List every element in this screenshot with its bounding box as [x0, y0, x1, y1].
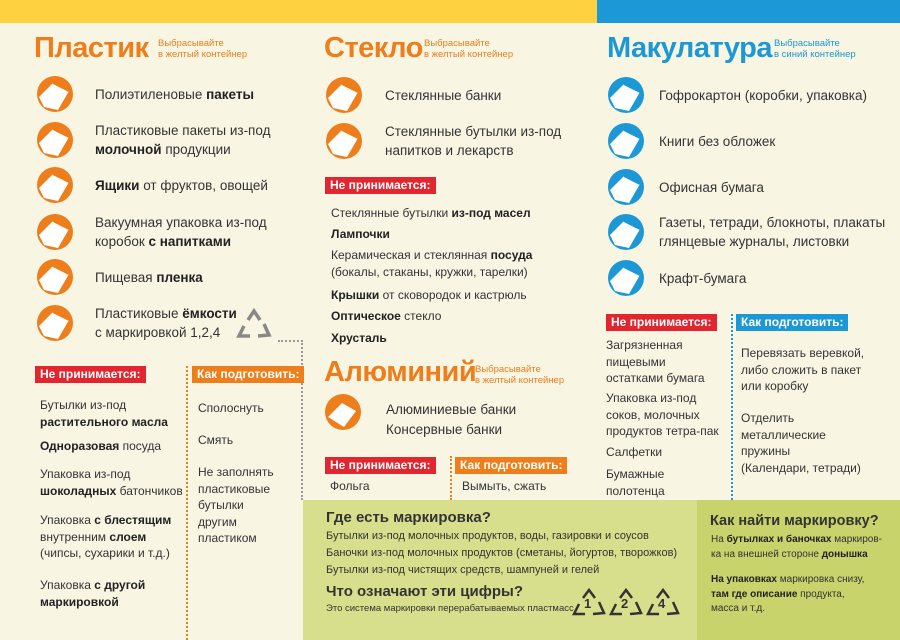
text-line: (Календари, тетради) — [741, 460, 861, 475]
plastic-item — [95, 213, 267, 251]
text-segment: Крафт-бумага — [659, 270, 747, 286]
bold-text: Одноразовая — [40, 439, 120, 453]
text-line — [40, 512, 171, 529]
text-segment: масса и т.д. — [711, 603, 766, 614]
newspaper-icon — [607, 213, 645, 251]
text-segment: продукции — [161, 142, 231, 157]
text-segment: Пластиковые пакеты из-под — [95, 123, 271, 138]
text-segment: глянцевые журналы, листовки — [659, 234, 850, 249]
bold-text: Ящики — [95, 177, 140, 193]
text-line: Бумажные — [606, 467, 665, 481]
aluminum-prepare-label: Как подготовить: — [455, 457, 567, 474]
text-segment: Упаковка — [40, 513, 95, 527]
text-line: Перевязать веревкой, — [741, 346, 865, 360]
list-item — [606, 337, 705, 387]
text-line — [95, 176, 268, 195]
film-roll-icon — [36, 258, 74, 296]
text-line: Упаковка из-под — [606, 391, 697, 405]
bottle-icon — [36, 304, 74, 342]
book-icon — [607, 122, 645, 160]
subtitle-line: Выбрасывайте — [424, 38, 490, 49]
crate-icon — [36, 166, 74, 204]
bold-text: там где описание — [711, 588, 798, 600]
text-segment: Гофрокартон (коробки, упаковка) — [659, 87, 867, 103]
text-line — [659, 132, 775, 151]
text-segment: Пластиковые — [95, 306, 183, 321]
prepare-line: Не заполнять — [198, 465, 274, 479]
bold-text: слоем — [109, 529, 147, 544]
text-line — [95, 268, 203, 287]
bold-text: маркировкой — [40, 594, 119, 609]
aluminum-not-accepted-label: Не принимается: — [325, 457, 436, 474]
can-icon — [324, 393, 362, 431]
text-line: Загрязненная — [606, 338, 683, 352]
recycle-code-1-icon — [572, 588, 606, 622]
glass-item — [385, 122, 561, 160]
text-line — [40, 438, 161, 455]
top-bar-blue — [597, 0, 900, 23]
text-segment: Пищевая — [95, 269, 157, 285]
prepare-line: другим — [198, 514, 237, 529]
text-line: соков, молочных — [606, 407, 700, 422]
numbers-text: Это система маркировки перерабатываемых пластмасс — [326, 603, 574, 614]
paper-subtitle — [774, 38, 856, 60]
bold-text: шоколадных — [40, 483, 117, 498]
text-line — [659, 269, 746, 288]
list-item — [331, 205, 531, 222]
vacuum-pack-icon — [36, 213, 74, 251]
text-line — [711, 573, 864, 588]
glass-jar-icon — [325, 76, 363, 114]
glass-item — [385, 86, 501, 105]
paper-prepare-label: Как подготовить: — [736, 314, 848, 331]
text-line — [331, 226, 390, 243]
prepare-line: пластиковые — [198, 481, 271, 496]
bold-text: Лампочки — [331, 227, 390, 241]
text-line — [385, 122, 561, 141]
bold-text: Хрусталь — [331, 331, 387, 345]
text-line — [385, 86, 501, 105]
text-segment: посуда — [119, 439, 162, 453]
text-segment: Книги без обложек — [659, 133, 776, 149]
text-line — [659, 232, 885, 251]
text-segment: Упаковка из-под — [40, 467, 131, 481]
recycle-code-number: 2 — [621, 596, 629, 611]
text-line: или коробку — [741, 379, 809, 393]
bold-text: с другой — [94, 578, 146, 592]
text-line — [40, 483, 183, 500]
prepare-item: Смять — [198, 433, 234, 447]
divider — [186, 366, 188, 640]
subtitle-line: в желтый контейнер — [158, 49, 248, 60]
list-item — [40, 512, 171, 562]
prepare-line: бутылки — [198, 498, 244, 512]
text-line: либо сложить в пакет — [741, 362, 862, 377]
aluminum-subtitle — [475, 364, 564, 386]
text-segment: ка на внешней стороне — [711, 548, 822, 560]
list-item — [741, 410, 861, 476]
plastic-item — [95, 268, 203, 287]
text-segment: маркировка снизу, — [776, 574, 865, 585]
text-segment: от фруктов, овощей — [139, 177, 268, 193]
prepare-item — [198, 464, 274, 547]
paper-item — [659, 86, 867, 105]
text-segment: Офисная бумага — [659, 179, 764, 195]
glass-bottle-icon — [325, 122, 363, 160]
aluminum-title: Алюминий — [324, 356, 477, 388]
text-segment: от сковородок и кастрюль — [379, 288, 527, 302]
milk-pack-icon — [36, 121, 74, 159]
subtitle-line: в желтый контейнер — [424, 49, 514, 60]
text-line: продуктов тетра-пак — [606, 424, 719, 438]
bold-text: На упаковках — [711, 574, 777, 585]
plastic-item — [95, 304, 237, 342]
bold-text: посуда — [490, 248, 533, 262]
plastic-prepare-label: Как подготовить: — [192, 366, 304, 383]
text-segment: Полиэтиленовые — [95, 86, 207, 102]
text-line — [40, 529, 171, 546]
text-line: остатками бумага — [606, 371, 705, 385]
text-line — [711, 602, 864, 617]
recycle-code-4-icon — [646, 588, 680, 622]
text-segment: коробок — [95, 234, 149, 249]
plastic-subtitle — [158, 38, 247, 60]
text-line: металлические — [741, 427, 826, 442]
bold-text: донышка — [821, 548, 868, 560]
text-line: Салфетки — [606, 445, 663, 459]
text-line — [385, 141, 561, 160]
divider — [731, 314, 733, 500]
aluminum-not-accepted-item: Фольга — [330, 479, 370, 493]
text-line — [95, 85, 254, 104]
paper-not-accepted-label: Не принимается: — [606, 314, 717, 331]
text-segment: Бутылки из-под — [40, 398, 127, 412]
office-paper-icon — [607, 168, 645, 206]
text-line — [659, 178, 764, 197]
glass-subtitle — [424, 38, 513, 60]
paper-item — [659, 269, 746, 288]
bold-text: пленка — [156, 269, 203, 285]
text-segment: Стеклянные бутылки — [331, 206, 452, 220]
cardboard-icon — [607, 76, 645, 114]
bold-text: молочной — [95, 142, 162, 157]
text-line — [331, 205, 531, 222]
list-item — [40, 466, 183, 499]
bold-text: бутылках и баночках — [726, 534, 832, 545]
subtitle-line: Выбрасывайте — [475, 364, 541, 375]
text-line: пищевыми — [606, 354, 666, 369]
plastic-item — [95, 176, 268, 195]
text-line — [95, 323, 237, 342]
where-item: Бутылки из-под молочных продуктов, воды, газировки и соусов — [326, 530, 649, 542]
subtitle-line: Выбрасывайте — [158, 38, 224, 49]
where-item: Баночки из-под молочных продуктов (сметаны, йогуртов, творожков) — [326, 547, 678, 559]
list-item — [40, 397, 168, 430]
text-line — [331, 264, 532, 281]
text-line: полотенца — [606, 483, 665, 498]
text-line — [95, 213, 267, 232]
list-item — [606, 466, 665, 499]
connector-line — [301, 340, 303, 500]
text-line — [40, 594, 145, 611]
where-list — [326, 528, 677, 579]
divider — [450, 456, 452, 500]
bold-text: пакеты — [206, 86, 255, 102]
recycle-icon — [236, 308, 272, 346]
numbers-title: Что означают эти цифры? — [326, 583, 523, 600]
paper-item — [659, 213, 885, 251]
text-line — [40, 577, 145, 594]
text-line — [331, 308, 441, 325]
list-item — [606, 390, 719, 440]
list-item — [606, 444, 662, 461]
list-item — [331, 308, 441, 325]
bold-text: из-под масел — [451, 206, 531, 220]
top-bar-yellow — [0, 0, 597, 23]
text-segment: продукта, — [797, 588, 845, 600]
bold-text: с напитками — [148, 234, 232, 249]
text-line — [95, 140, 270, 159]
where-title: Где есть маркировка? — [326, 509, 491, 526]
find-item — [711, 533, 882, 562]
text-line — [331, 330, 387, 347]
text-line — [95, 121, 270, 140]
text-line — [659, 86, 867, 105]
bold-text: с блестящим — [94, 513, 172, 527]
text-segment: батончиков — [116, 483, 183, 498]
plastic-title: Пластик — [34, 32, 149, 64]
bold-text: растительного масла — [40, 414, 168, 429]
text-segment: стекло — [400, 309, 442, 323]
aluminum-item: Алюминиевые банки — [386, 402, 517, 417]
text-segment: На — [711, 534, 727, 545]
prepare-line: пластиком — [198, 531, 257, 545]
list-item — [741, 345, 864, 395]
kraft-bag-icon — [607, 259, 645, 297]
text-segment: внутренним — [40, 529, 110, 544]
text-line — [711, 533, 882, 548]
plastic-not-accepted-label: Не принимается: — [35, 366, 146, 383]
list-item — [40, 438, 161, 455]
paper-item — [659, 132, 775, 151]
subtitle-line: в желтый контейнер — [475, 375, 565, 386]
text-segment: Керамическая и стеклянная — [331, 248, 491, 262]
subtitle-line: Выбрасывайте — [774, 38, 840, 49]
subtitle-line: в синий контейнер — [774, 49, 856, 60]
text-line — [711, 588, 864, 603]
text-line: Отделить — [741, 411, 795, 425]
list-item — [331, 330, 387, 347]
text-segment: Газеты, тетради, блокноты, плакаты — [659, 215, 886, 230]
text-segment: (бокалы, стаканы, кружки, тарелки) — [331, 264, 528, 279]
find-title: Как найти маркировку? — [710, 513, 879, 529]
bold-text: Крышки — [331, 288, 380, 302]
prepare-item: Сполоснуть — [198, 401, 264, 415]
bold-text: Оптическое — [331, 309, 401, 323]
plastic-item — [95, 85, 254, 104]
text-line — [331, 287, 527, 304]
text-line: пружины — [741, 444, 791, 458]
text-segment: (чипсы, сухарики и т.д.) — [40, 546, 170, 560]
connector-line — [278, 340, 303, 342]
recycle-code-number: 1 — [584, 596, 592, 611]
aluminum-item: Консервные банки — [386, 422, 503, 437]
text-line — [40, 414, 168, 431]
text-line — [659, 213, 885, 232]
text-segment: Вакуумная упаковка из-под — [95, 215, 267, 230]
text-line — [331, 247, 532, 264]
glass-not-accepted-label: Не принимается: — [325, 177, 436, 194]
plastic-bag-icon — [36, 75, 74, 113]
paper-item — [659, 178, 764, 197]
bold-text: ёмкости — [182, 306, 237, 321]
list-item — [331, 287, 527, 304]
plastic-item — [95, 121, 270, 159]
text-line — [40, 545, 171, 562]
paper-title: Макулатура — [607, 32, 772, 64]
text-segment: напитков и лекарств — [385, 143, 514, 158]
text-line — [95, 232, 267, 251]
glass-title: Стекло — [324, 32, 423, 64]
recycle-code-number: 4 — [658, 596, 666, 611]
recycle-code-2-icon — [609, 588, 643, 622]
text-segment: Упаковка — [40, 578, 95, 592]
text-segment: Стеклянные банки — [385, 87, 502, 103]
list-item — [331, 247, 532, 280]
where-item: Бутылки из-под чистящих средств, шампуней и гелей — [326, 564, 600, 576]
aluminum-prepare-item: Вымыть, сжать — [462, 479, 547, 493]
text-segment: маркиров- — [831, 534, 882, 545]
text-line — [711, 548, 882, 563]
find-item — [711, 573, 864, 617]
text-line — [95, 304, 237, 323]
list-item — [331, 226, 390, 243]
list-item — [40, 577, 145, 610]
text-segment: с маркировкой 1,2,4 — [95, 325, 221, 340]
text-line — [40, 397, 168, 414]
text-segment: Стеклянные бутылки из-под — [385, 124, 562, 139]
text-line — [40, 466, 183, 483]
